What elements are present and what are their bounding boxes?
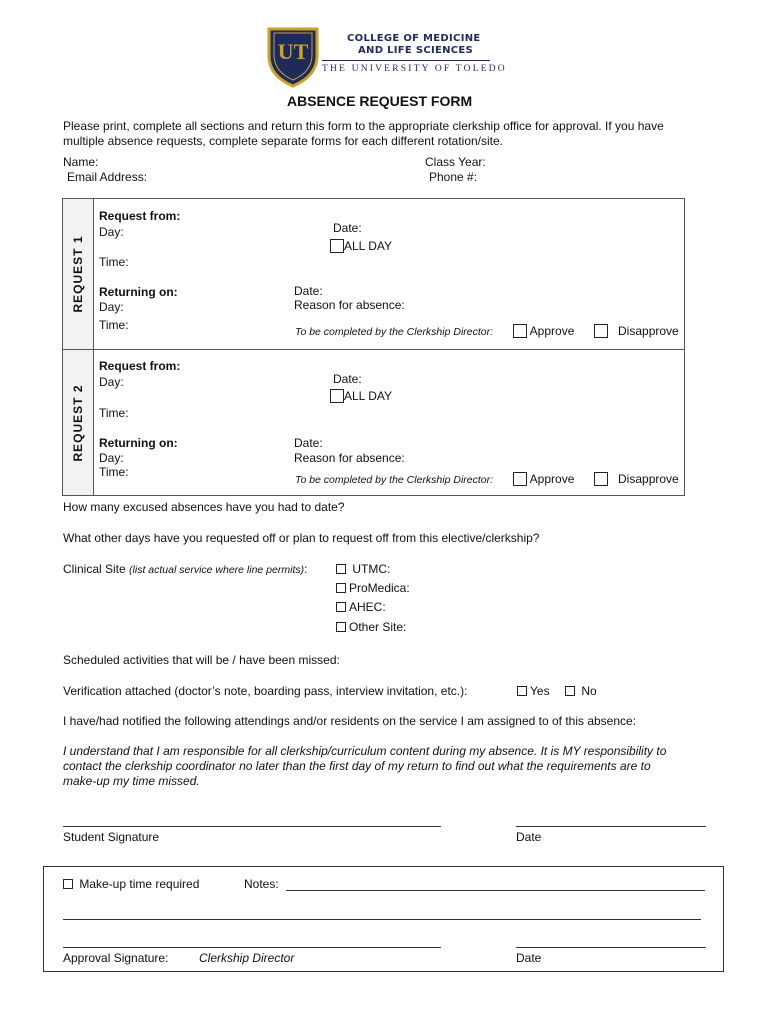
checkbox-icon[interactable]	[63, 879, 73, 889]
site-utmc-checkbox[interactable]	[336, 562, 390, 576]
site-ahec-checkbox[interactable]	[336, 600, 386, 614]
ut-shield-icon	[265, 26, 321, 88]
return-date-field[interactable]: Date:	[294, 284, 323, 298]
clinical-site-label	[63, 562, 307, 576]
approve-label: Approve	[529, 324, 575, 338]
checkbox-icon[interactable]	[565, 686, 575, 696]
verification-no-checkbox[interactable]	[565, 684, 597, 698]
notes-line-1[interactable]	[286, 890, 705, 891]
approval-date-line[interactable]	[516, 947, 706, 948]
university-name: THE UNIVERSITY OF TOLEDO	[322, 64, 507, 74]
yes-label: Yes	[530, 684, 550, 698]
site-other-label: Other Site:	[349, 620, 407, 634]
student-signature-line[interactable]	[63, 826, 441, 827]
shield-text: UT	[277, 39, 309, 64]
clerkship-director-label: Clerkship Director	[199, 951, 295, 965]
return-day-field[interactable]: Day:	[99, 300, 124, 314]
checkbox-icon[interactable]	[336, 622, 346, 632]
logo-divider	[322, 60, 490, 61]
request-2-box	[62, 349, 685, 496]
all-day-checkbox[interactable]	[330, 239, 392, 253]
approve-checkbox[interactable]	[513, 472, 574, 486]
disapprove-label: Disapprove	[618, 472, 679, 486]
disapprove-checkbox[interactable]	[594, 324, 679, 338]
return-time-field[interactable]: Time:	[99, 318, 129, 332]
return-time-field[interactable]: Time:	[99, 465, 129, 479]
intro-line1: Please print, complete all sections and return this form to the appropriate clerkship office for approval. If you have	[63, 119, 664, 133]
verification-yes-checkbox[interactable]	[517, 684, 550, 698]
checkbox-icon[interactable]	[330, 239, 344, 253]
disapprove-label: Disapprove	[618, 324, 679, 338]
day-field[interactable]: Day:	[99, 375, 124, 389]
checkbox-icon[interactable]	[594, 324, 608, 338]
request-2-label-column	[63, 350, 94, 495]
returning-on-label: Returning on:	[99, 436, 178, 450]
form-title: ABSENCE REQUEST FORM	[287, 93, 473, 109]
statement-line3: make-up my time missed.	[63, 774, 200, 788]
checkbox-icon[interactable]	[513, 472, 527, 486]
date-field[interactable]: Date:	[333, 372, 362, 386]
clinical-site-colon: :	[304, 562, 308, 576]
disapprove-checkbox[interactable]	[594, 472, 679, 486]
student-date-line[interactable]	[516, 826, 706, 827]
all-day-checkbox[interactable]	[330, 389, 392, 403]
notes-label: Notes:	[244, 877, 279, 891]
request-2-label: REQUEST 2	[71, 383, 85, 462]
other-days-question[interactable]: What other days have you requested off or plan to request off from this elective/clerkship?	[63, 531, 540, 545]
all-day-label: ALL DAY	[344, 389, 393, 403]
reason-field[interactable]: Reason for absence:	[294, 451, 405, 465]
request-1-label-column	[63, 199, 94, 349]
college-name-line1: COLLEGE OF MEDICINE	[347, 33, 481, 44]
site-ahec-label: AHEC:	[349, 600, 386, 614]
checkbox-icon[interactable]	[336, 602, 346, 612]
checkbox-icon[interactable]	[336, 564, 346, 574]
makeup-checkbox[interactable]	[63, 877, 199, 891]
approval-signature-label: Approval Signature:	[63, 951, 169, 965]
class-year-field-label[interactable]: Class Year:	[425, 155, 486, 169]
notified-question[interactable]: I have/had notified the following attendings and/or residents on the service I am assigned to of this absence:	[63, 714, 637, 728]
request-from-label: Request from:	[99, 359, 181, 373]
makeup-label: Make-up time required	[79, 877, 200, 891]
request-from-label: Request from:	[99, 209, 181, 223]
name-field-label[interactable]: Name:	[63, 155, 99, 169]
site-other-checkbox[interactable]	[336, 620, 406, 634]
student-signature-label: Student Signature	[63, 830, 160, 844]
request-1-label: REQUEST 1	[71, 235, 85, 313]
approval-signature-line[interactable]	[63, 947, 441, 948]
date-field[interactable]: Date:	[333, 221, 362, 235]
return-date-field[interactable]: Date:	[294, 436, 323, 450]
checkbox-icon[interactable]	[517, 686, 527, 696]
director-note: To be completed by the Clerkship Director:	[295, 326, 494, 338]
returning-on-label: Returning on:	[99, 285, 178, 299]
all-day-label: ALL DAY	[344, 239, 393, 253]
statement-line1: I understand that I am responsible for all clerkship/curriculum content during my absence. It is MY responsibility to	[63, 744, 667, 758]
approval-date-label: Date	[516, 951, 542, 965]
notes-line-2[interactable]	[63, 919, 701, 920]
statement-line2: contact the clerkship coordinator no later than the first day of my return to find out what the requirements are to	[63, 759, 651, 773]
director-note: To be completed by the Clerkship Director:	[295, 474, 494, 486]
college-name-line2: AND LIFE SCIENCES	[358, 45, 474, 56]
site-promedica-label: ProMedica:	[349, 581, 410, 595]
site-promedica-checkbox[interactable]	[336, 581, 410, 595]
no-label: No	[581, 684, 597, 698]
day-field[interactable]: Day:	[99, 225, 124, 239]
email-field-label[interactable]: Email Address:	[67, 170, 148, 184]
verification-question: Verification attached (doctor’s note, boarding pass, interview invitation, etc.):	[63, 684, 468, 698]
clinical-site-text: Clinical Site	[63, 562, 126, 576]
checkbox-icon[interactable]	[594, 472, 608, 486]
clinical-site-note: (list actual service where line permits)	[129, 564, 305, 576]
approve-label: Approve	[529, 472, 575, 486]
scheduled-activities-question[interactable]: Scheduled activities that will be / have been missed:	[63, 653, 340, 667]
phone-field-label[interactable]: Phone #:	[429, 170, 478, 184]
intro-line2: multiple absence requests, complete separate forms for each different rotation/site.	[63, 134, 504, 148]
time-field[interactable]: Time:	[99, 406, 129, 420]
site-utmc-label: UTMC:	[352, 562, 391, 576]
time-field[interactable]: Time:	[99, 255, 129, 269]
request-1-box	[62, 198, 685, 350]
student-date-label: Date	[516, 830, 542, 844]
checkbox-icon[interactable]	[330, 389, 344, 403]
return-day-field[interactable]: Day:	[99, 451, 124, 465]
reason-field[interactable]: Reason for absence:	[294, 298, 405, 312]
checkbox-icon[interactable]	[513, 324, 527, 338]
checkbox-icon[interactable]	[336, 583, 346, 593]
approve-checkbox[interactable]	[513, 324, 574, 338]
excused-absences-question[interactable]: How many excused absences have you had to date?	[63, 500, 345, 514]
